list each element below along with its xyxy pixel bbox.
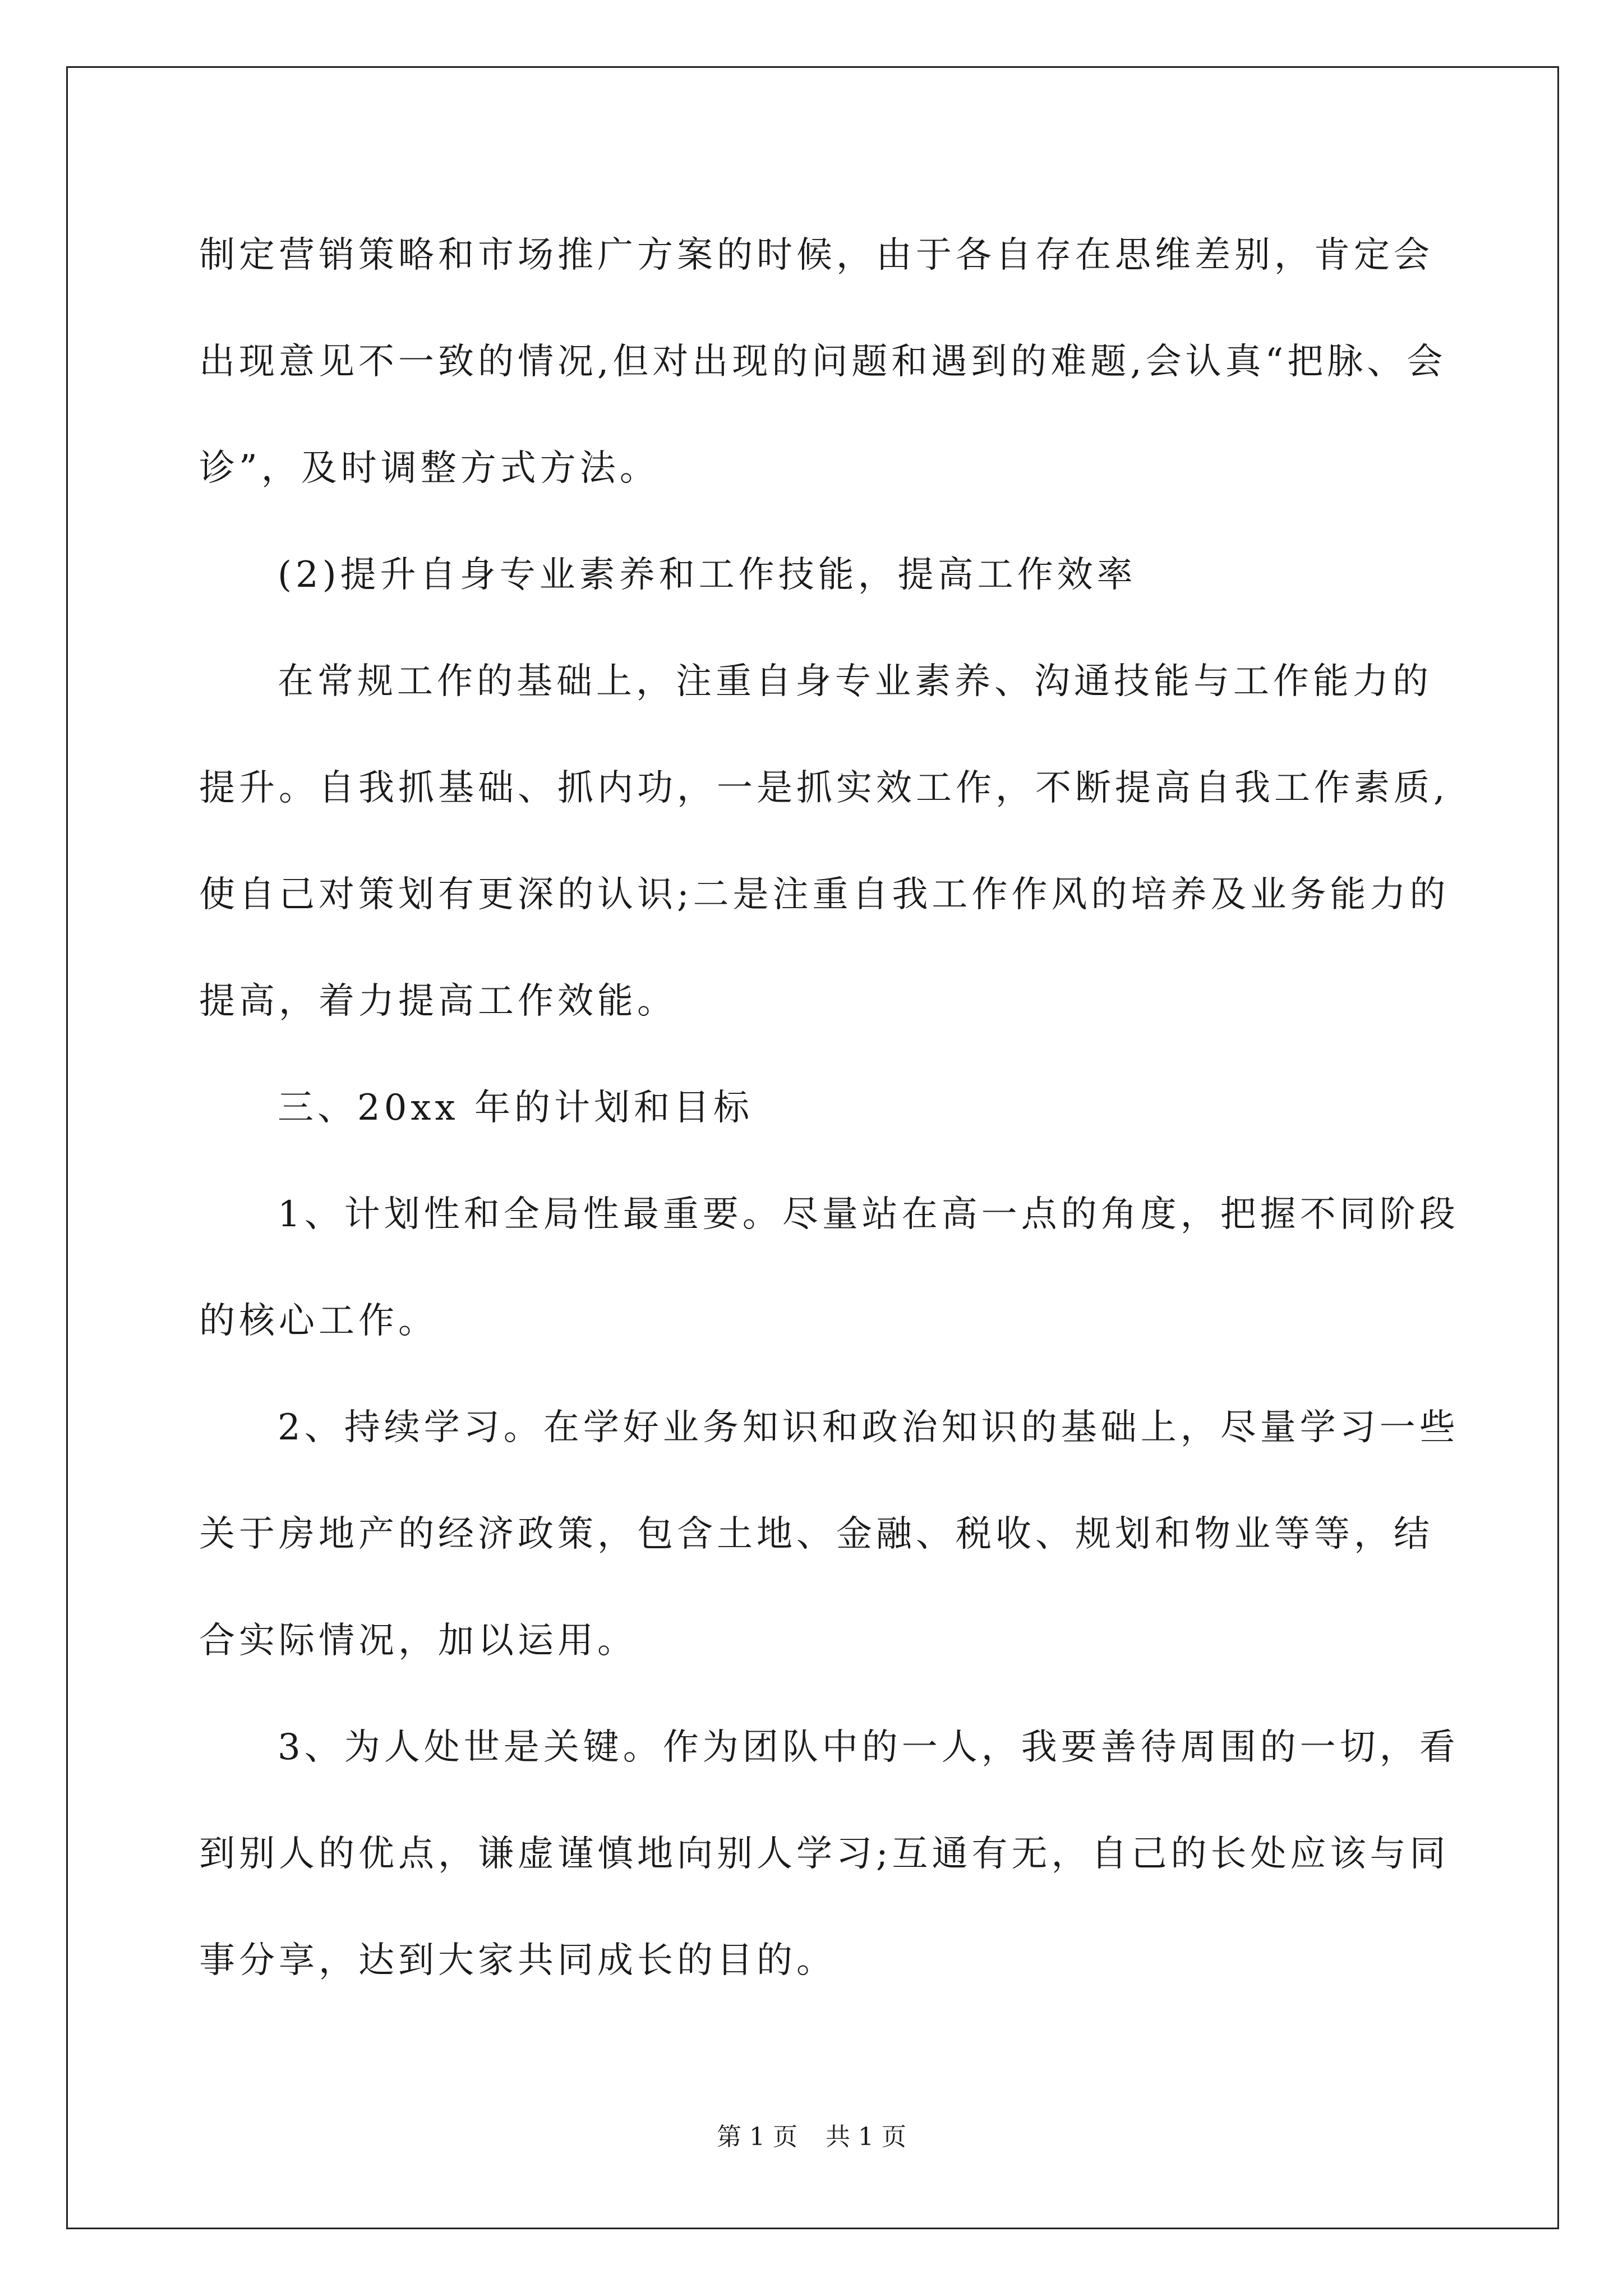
section-heading-3: 三、20xx 年的计划和目标 — [278, 1087, 753, 1129]
paragraph-3: 在常规工作的基础上，注重自身专业素养、沟通技能与工作能力的提升。自我抓基础、抓内功，一是抓实效工作，不断提高自我工作素质,使自己对策划有更深的认识;二是注重自我工作作风的培养及业务能力的提高，着力提高工作效能。 — [199, 661, 1450, 1022]
page-number: 第 1 页 — [717, 2123, 797, 2151]
document-body — [199, 202, 1467, 2014]
list-item-3: 3、为人处世是关键。作为团队中的一人，我要善待周围的一切，看到别人的优点，谦虚谨慎地向别人学习;互通有无，自己的长处应该与同事分享，达到大家共同成长的目的。 — [199, 1727, 1459, 1981]
page-total: 共 1 页 — [826, 2123, 906, 2151]
page-footer — [0, 2120, 1623, 2154]
list-item-2: 2、持续学习。在学好业务知识和政治知识的基础上，尽量学习一些关于房地产的经济政策，包含土地、金融、税收、规划和物业等等，结合实际情况，加以运用。 — [199, 1407, 1459, 1662]
section-heading-2: (2)提升自身专业素养和工作技能，提高工作效率 — [278, 554, 1137, 596]
paragraph-1: 制定营销策略和市场推广方案的时候，由于各自存在思维差别，肯定会出现意见不一致的情况,但对出现的问题和遇到的难题,会认真“把脉、会诊”，及时调整方式方法。 — [199, 234, 1447, 489]
list-item-1: 1、计划性和全局性最重要。尽量站在高一点的角度，把握不同阶段的核心工作。 — [199, 1194, 1459, 1342]
